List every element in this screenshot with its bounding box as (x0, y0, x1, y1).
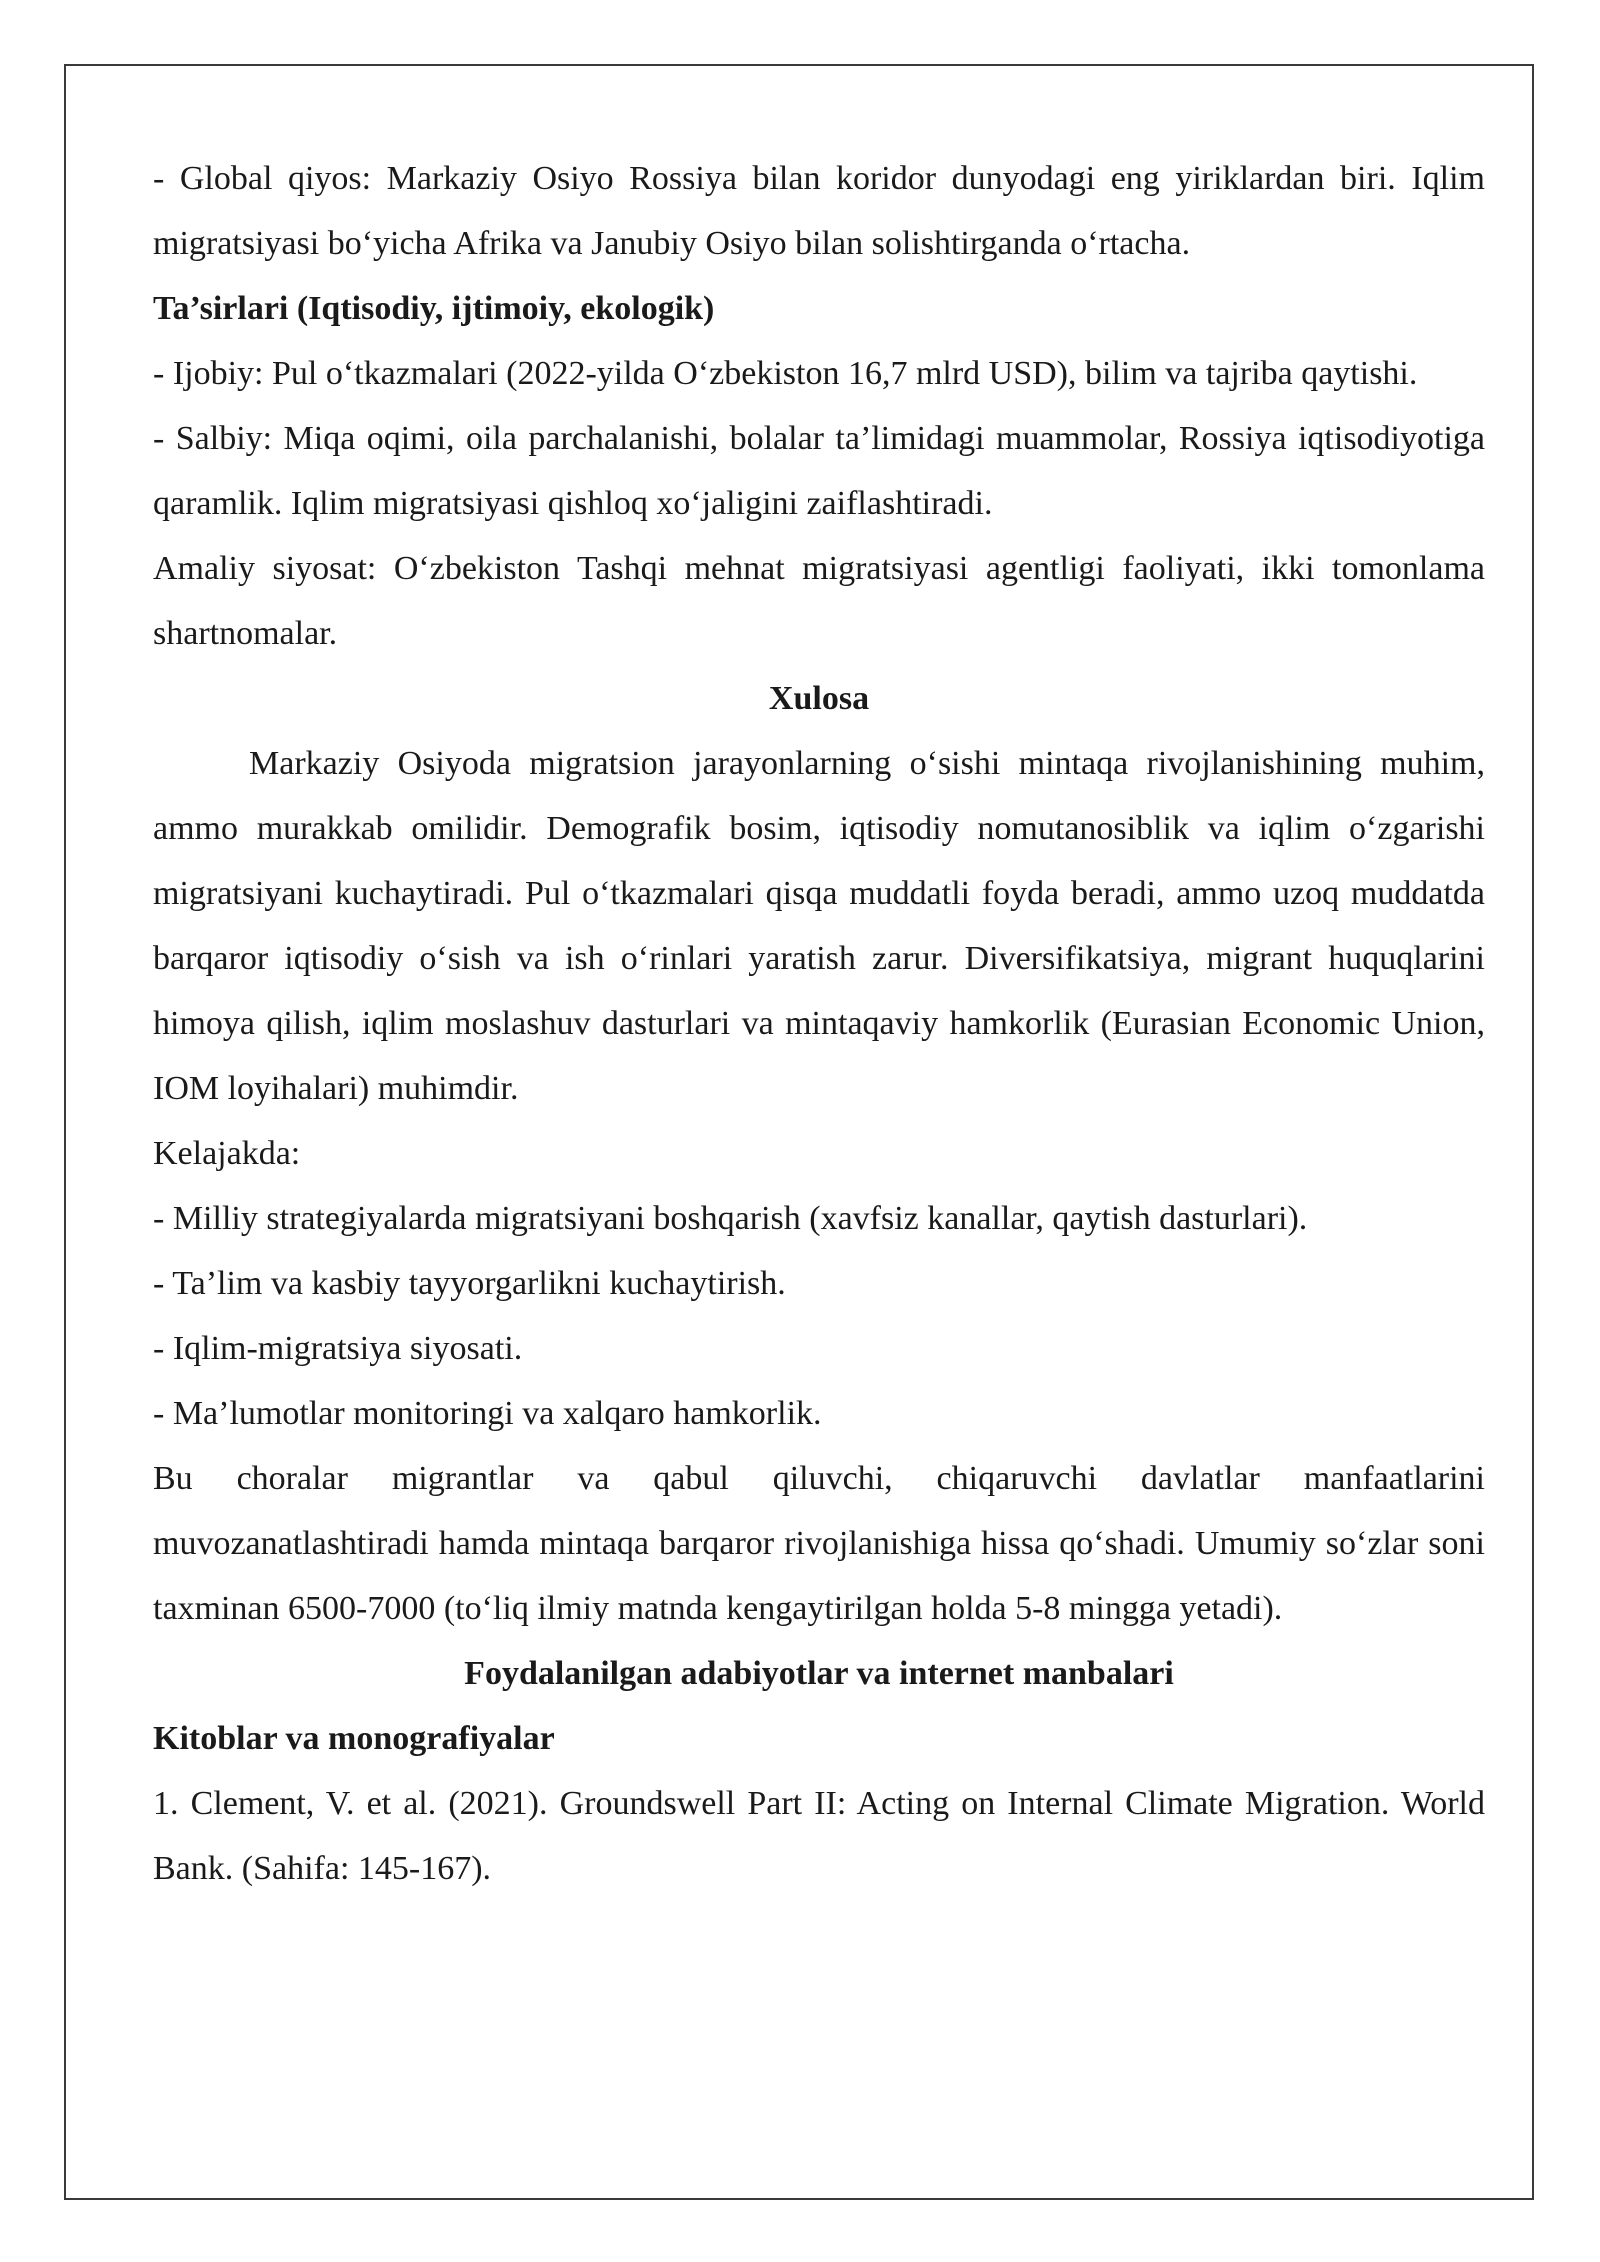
subheading-books: Kitoblar va monografiyalar (153, 1720, 555, 1757)
list-item-data-monitoring: - Ma’lumotlar monitoringi va xalqaro hamkorlik. (153, 1395, 822, 1432)
paragraph-conclusion: Markaziy Osiyoda migratsion jarayonlarning o‘sishi mintaqa rivojlanishining muhim, ammo murakkab omilidir. Demografik bosim, iqtisodiy nomutanosiblik va iqlim o‘zgarishi migratsiyani kuchaytiradi. Pul o‘tkazmalari qisqa muddatli foyda beradi, ammo uzoq muddatda barqaror iqtisodiy o‘sish va ish o‘rinlari yaratish zarur. Diversifikatsiya, migrant huquqlarini himoya qilish, iqlim moslashuv dasturlari va mintaqaviy hamkorlik (Eurasian Economic Union, IOM loyihalari) muhimdir. (153, 745, 1485, 1107)
list-item-education: - Ta’lim va kasbiy tayyorgarlikni kuchaytirish. (153, 1265, 786, 1302)
section-heading-conclusion: Xulosa (768, 680, 870, 717)
paragraph-practical-policy: Amaliy siyosat: O‘zbekiston Tashqi mehnat migratsiyasi agentligi faoliyati, ikki tomonlama shartnomalar. (153, 550, 1485, 652)
paragraph-global-comparison: - Global qiyos: Markaziy Osiyo Rossiya bilan koridor dunyodagi eng yiriklardan biri. Iqlim migratsiyasi bo‘yicha Afrika va Janubiy Osiyo bilan solishtirganda o‘rtacha. (153, 160, 1485, 262)
paragraph-negative-impacts: - Salbiy: Miqa oqimi, oila parchalanishi, bolalar ta’limidagi muammolar, Rossiya iqtisodiyotiga qaramlik. Iqlim migratsiyasi qishloq xo‘jaligini zaiflashtiradi. (153, 420, 1485, 522)
paragraph-measures-summary: Bu choralar migrantlar va qabul qiluvchi, chiqaruvchi davlatlar manfaatlarini muvozanatlashtiradi hamda mintaqa barqaror rivojlanishiga hissa qo‘shadi. Umumiy so‘zlar soni taxminan 6500-7000 (to‘liq ilmiy matnda kengaytirilgan holda 5-8 mingga yetadi). (153, 1460, 1485, 1627)
document-body (153, 146, 1485, 1901)
section-heading-impacts: Ta’sirlari (Iqtisodiy, ijtimoiy, ekologik) (153, 290, 715, 327)
paragraph-future-label: Kelajakda: (153, 1135, 301, 1172)
paragraph-positive-impacts: - Ijobiy: Pul o‘tkazmalari (2022-yilda O‘zbekiston 16,7 mlrd USD), bilim va tajriba qaytishi. (153, 355, 1418, 392)
reference-item: 1. Clement, V. et al. (2021). Groundswell Part II: Acting on Internal Climate Migration. World Bank. (Sahifa: 145-167). (153, 1785, 1485, 1887)
list-item-national-strategies: - Milliy strategiyalarda migratsiyani boshqarish (xavfsiz kanallar, qaytish dasturlari). (153, 1200, 1308, 1237)
list-item-climate-policy: - Iqlim-migratsiya siyosati. (153, 1330, 523, 1367)
section-heading-references: Foydalanilgan adabiyotlar va internet manbalari (464, 1655, 1174, 1692)
